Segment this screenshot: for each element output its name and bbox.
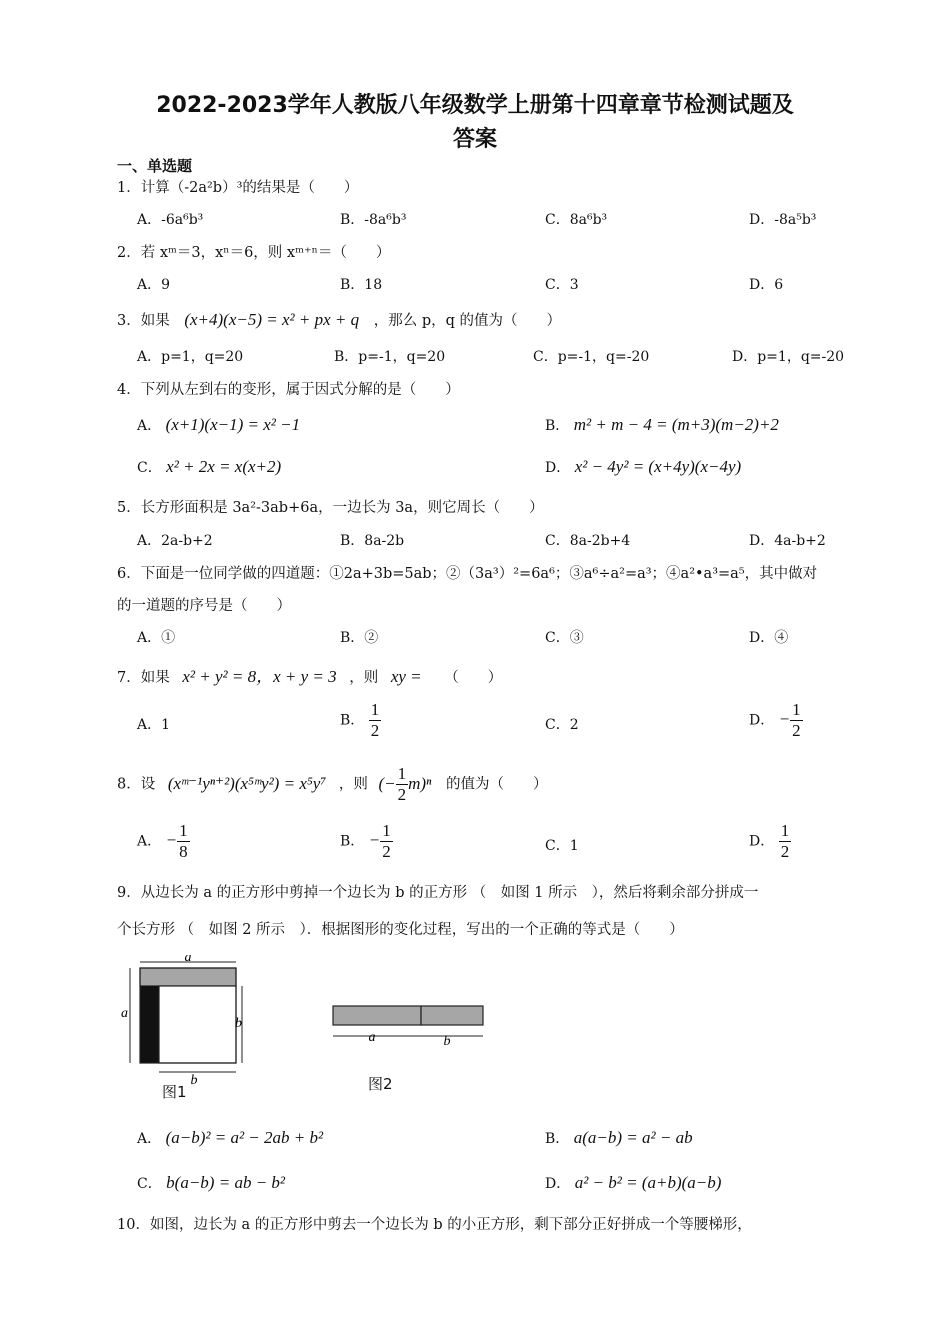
figure-2-diagram [330,1002,490,1050]
q8-a-denominator: 8 [179,842,188,861]
q8-expr-denominator: 2 [397,785,407,804]
q8-d-numerator: 1 [780,821,790,840]
q8-option-a-sign: − [165,830,178,850]
q9-option-d-label: D． [545,1176,571,1192]
q1-option-d: D．-8a⁵b³ [749,212,817,228]
q6-option-a: A．① [137,630,176,646]
q9-option-d-math: a² − b² = (a+b)(a−b) [574,1173,722,1192]
q8-stem-suffix: 的值为（ ） [446,776,548,793]
q1-option-c: C．8a⁶b³ [545,212,608,228]
q7-option-d [749,700,803,741]
q3-equation: (x+4)(x−5) = x² + px + q [184,310,360,329]
q4-option-a-label: A． [137,418,162,434]
q4-option-d-math: x² − 4y² = (x+4y)(x−4y) [574,457,742,476]
fig2-label-b: b [443,1034,451,1049]
q7-b-numerator: 1 [370,700,380,719]
fig1-small-square [159,986,236,1063]
q4-option-d-label: D． [545,460,571,476]
q5-option-a: A．2a-b+2 [137,533,213,549]
q8-b-denominator: 2 [382,842,391,861]
q9-option-a-math: (a−b)² = a² − 2ab + b² [165,1128,324,1147]
q8-option-b [340,821,393,862]
question-9-stem: 9．从边长为 a 的正方形中剪掉一个边长为 b 的正方形 （ 如图 1 所示 ），然后将剩余部分拼成一 [117,885,759,901]
question-6-stem-line2: 的一道题的序号是（ ） [117,598,291,614]
q7-option-b-fraction [369,700,382,741]
q5-option-c: C．8a-2b+4 [545,533,631,549]
q8-a-numerator: 1 [179,821,188,840]
fig2-label-a: a [368,1030,376,1045]
fig2-right-rect [421,1006,483,1025]
q8-option-d-label: D． [749,833,775,850]
q7-option-c: C．2 [545,717,579,733]
q9-option-a-label: A． [137,1131,162,1147]
q7-stem-prefix: 7．如果 [117,670,170,686]
q5-option-b: B．8a-2b [340,533,405,549]
fig1-label-a-left: a [121,1006,128,1021]
q8-option-d [749,821,791,862]
q9-option-b-label: B． [545,1131,570,1147]
q7-b-denominator: 2 [370,721,380,740]
fig1-label-b-right: b [235,1016,242,1031]
q7-condition: x² + y² = 8，x + y = 3 [182,667,337,686]
q7-stem-suffix: （ ） [444,670,503,686]
q8-b-numerator: 1 [382,821,391,840]
fig1-label-b-bottom: b [190,1073,198,1085]
q3-stem-suffix: ，那么 p，q 的值为（ ） [373,313,562,329]
q2-option-a: A．9 [137,277,171,293]
section-heading: 一、单选题 [117,157,193,175]
question-5-stem: 5．长方形面积是 3a²-3ab+6a，一边长为 3a，则它周长（ ） [117,500,544,516]
q6-option-d: D．④ [749,630,789,646]
fig1-label-a-top: a [184,955,192,965]
q4-option-b-label: B． [545,418,570,434]
q8-expr-post: m)ⁿ [408,773,432,793]
q2-option-d: D．6 [749,277,784,293]
q3-option-c: C．p=-1，q=-20 [533,349,650,365]
q1-option-a: A．-6a⁶b³ [137,212,204,228]
q7-option-d-label: D． [749,712,775,729]
q8-option-b-label: B． [340,833,365,850]
fig1-top-strip [140,968,236,986]
question-4-stem: 4．下列从左到右的变形，属于因式分解的是（ ） [117,382,460,398]
q7-option-b-label: B． [340,712,365,729]
q6-option-b: B．② [340,630,379,646]
q3-stem-prefix: 3．如果 [117,313,170,329]
q2-option-c: C．3 [545,277,579,293]
q8-option-a-label: A． [137,833,162,850]
question-7-stem [117,662,502,687]
q8-option-c: C．1 [545,838,579,854]
figure-1-caption: 图1 [162,1083,187,1101]
q4-option-c-label: C． [137,460,162,476]
q3-option-b: B．p=-1，q=20 [334,349,446,365]
q7-option-d-fraction [790,700,803,741]
q7-target: xy = [390,667,422,686]
fig2-left-rect [333,1006,421,1025]
q5-option-d: D．4a-b+2 [749,533,826,549]
q4-option-c [137,457,281,477]
q8-expr-numerator: 1 [397,764,407,783]
q9-option-c-math: b(a−b) = ab − b² [166,1173,286,1192]
q8-d-denominator: 2 [780,842,790,861]
q8-condition: (xᵐ⁻¹yⁿ⁺²)(x⁵ᵐy²) = x⁵y⁷ [167,773,327,793]
q4-option-a [137,415,300,435]
q8-option-a-fraction [177,821,190,862]
q9-option-b-math: a(a−b) = a² − ab [573,1128,693,1147]
q7-option-b [340,700,381,741]
q9-option-a [137,1128,323,1148]
q7-option-d-sign: − [778,709,791,729]
q8-option-b-fraction [380,821,393,862]
q8-option-a [137,821,190,862]
question-8-stem [117,764,548,805]
fig1-left-strip [140,986,159,1063]
q7-d-denominator: 2 [792,721,801,740]
q3-option-d: D．p=1，q=-20 [732,349,845,365]
question-1-stem: 1．计算（-2a²b）³的结果是（ ） [117,180,359,196]
q8-expr-fraction [396,764,409,805]
q4-option-b-math: m² + m − 4 = (m+3)(m−2)+2 [573,415,779,434]
question-2-stem: 2．若 xᵐ＝3，xⁿ＝6，则 xᵐ⁺ⁿ＝（ ） [117,245,391,261]
q2-option-b: B．18 [340,277,383,293]
figure-2-caption: 图2 [368,1075,393,1093]
q8-stem-prefix: 8．设 [117,776,156,793]
figure-1-diagram [118,955,248,1085]
q9-option-c-label: C． [137,1176,162,1192]
question-3-stem [117,309,561,330]
question-9-stem-line2: 个长方形 （ 如图 2 所示 ）．根据图形的变化过程，写出的一个正确的等式是（ ） [117,922,684,938]
document-title-line2: 答案 [452,127,497,152]
question-10-stem: 10．如图，边长为 a 的正方形中剪去一个边长为 b 的小正方形，剩下部分正好拼成一个等腰梯形， [117,1217,752,1233]
q7-option-a: A．1 [137,717,171,733]
q8-stem-mid: ，则 [338,776,368,793]
q8-expr-pre: (− [378,773,396,793]
q9-option-d [545,1173,721,1193]
q4-option-a-math: (x+1)(x−1) = x² −1 [165,415,301,434]
q7-d-numerator: 1 [792,700,801,719]
q8-option-b-sign: − [368,830,381,850]
q4-option-c-math: x² + 2x = x(x+2) [166,457,282,476]
document-title-line1: 2022-2023学年人教版八年级数学上册第十四章章节检测试题及 [156,93,794,118]
q1-option-b: B．-8a⁶b³ [340,212,407,228]
question-6-stem: 6．下面是一位同学做的四道题：①2a+3b=5ab；②（3a³）²=6a⁶；③a⁶÷a²=a³；④a²•a³=a⁵，其中做对 [117,566,818,582]
q4-option-b [545,415,779,435]
q7-stem-mid: ，则 [349,670,379,686]
q9-option-c [137,1173,285,1193]
q6-option-c: C．③ [545,630,584,646]
q9-option-b [545,1128,693,1148]
q3-option-a: A．p=1，q=20 [137,349,244,365]
q8-option-d-fraction [779,821,792,862]
q4-option-d [545,457,741,477]
